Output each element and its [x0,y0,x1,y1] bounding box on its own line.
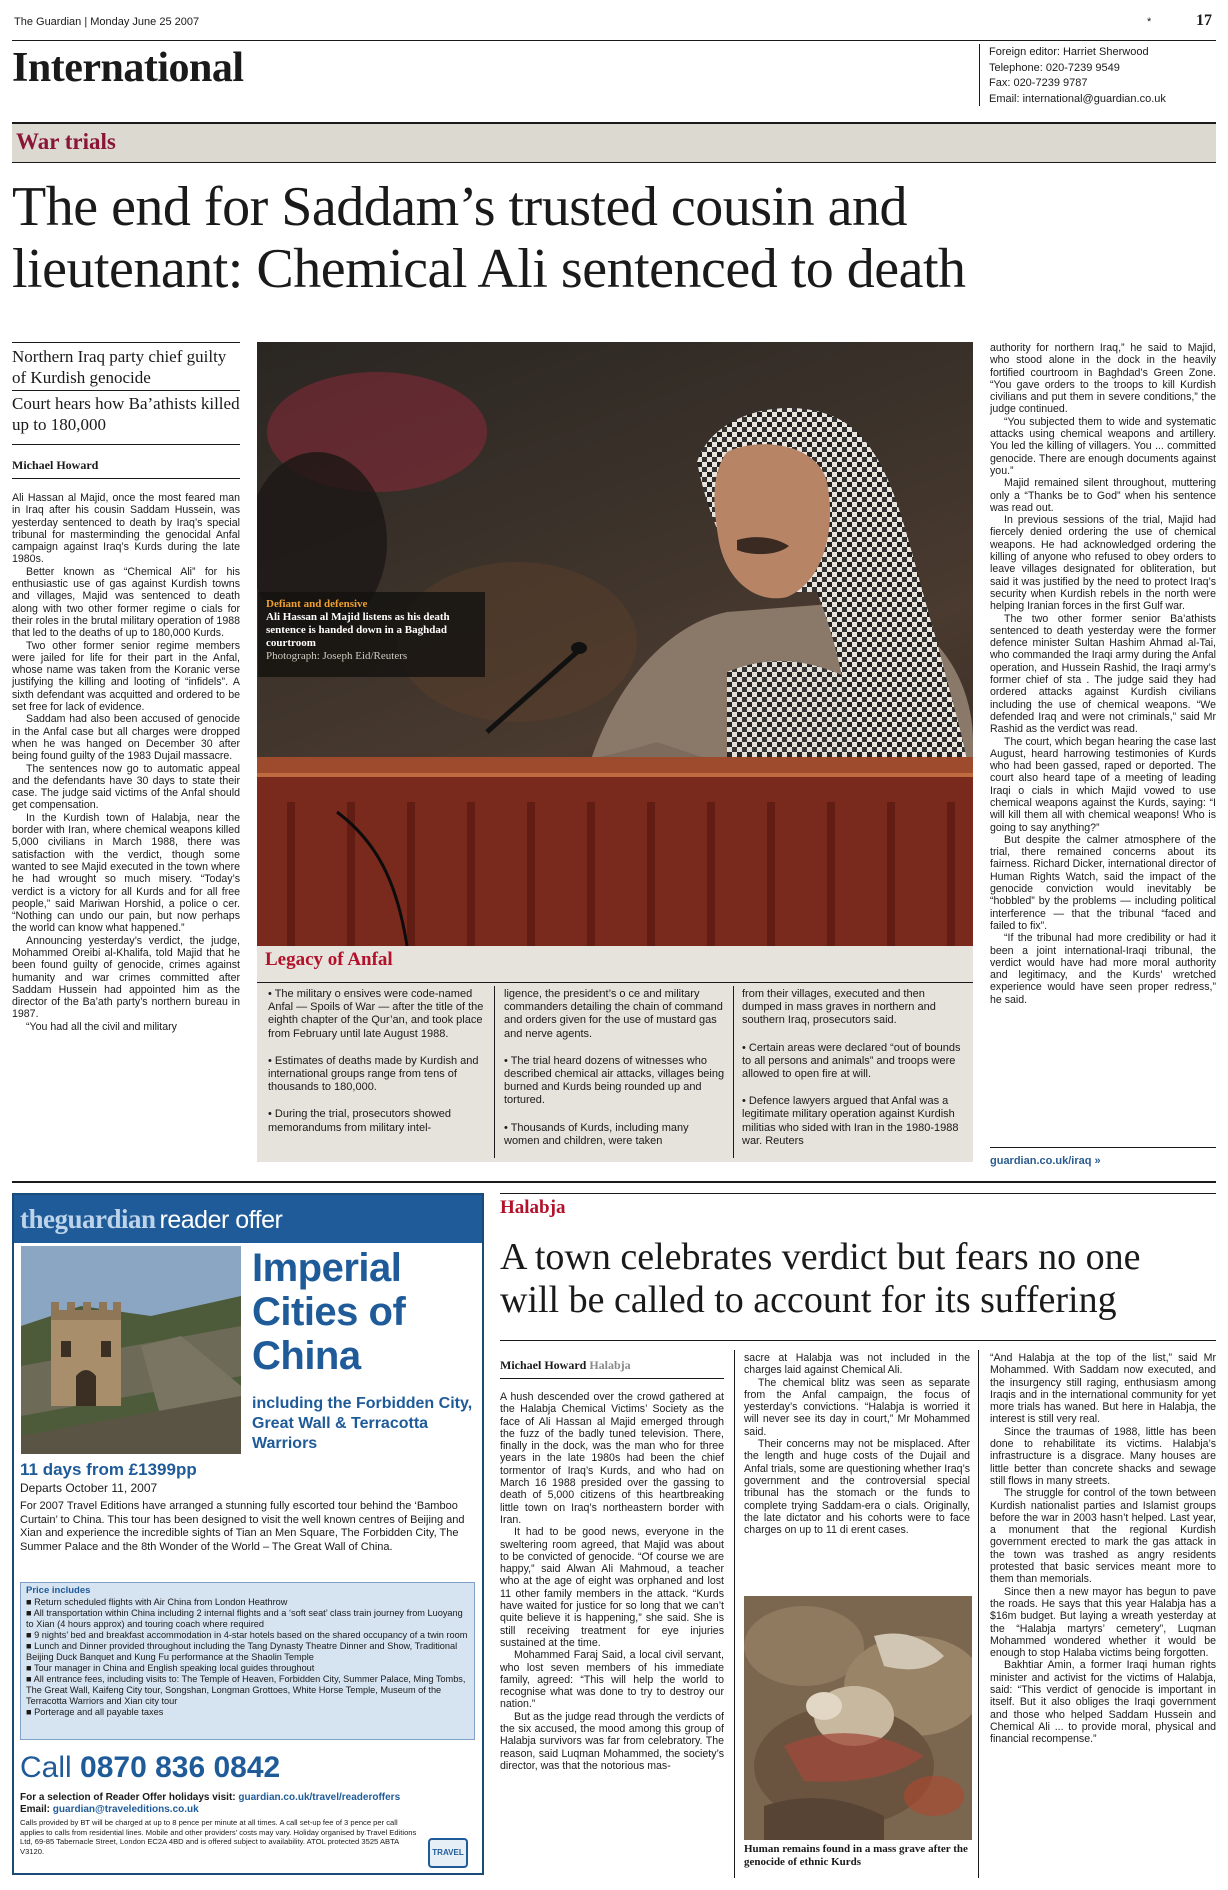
legacy-column-1 [268,988,486,1149]
standfirst-bottom-rule [12,444,240,445]
legacy-bullet: • Estimates of deaths made by Kurdish and international groups range from tens of thousands to 180,000. [268,1054,479,1094]
story2-column-1 [500,1391,724,1772]
kicker-rule [12,162,1216,163]
story2-col3-para: Since the traumas of 1988, little has been done to rehabilitate its victims. Halabja’s infrastructure is a disgrace. Many houses are little better than concrete shacks and sewage still flows in many streets. [990,1425,1216,1487]
offer-brand [20,1202,282,1237]
mass-grave-caption: Human remains found in a mass grave after the genocide of ethnic Kurds [744,1843,968,1868]
story1-col1-para: Saddam had also been accused of genocide in the Anfal case but all charges were dropped when he was hanged on December 30 after being found guilty of the 1983 Dujail massacre. [12,713,240,763]
story2-col-divider-1 [734,1350,735,1878]
story2-column-2 [744,1352,970,1536]
story2-col1-para: But as the judge read through the verdicts of the six accused, the mood among this group of Halabja survivors was far from celebratory. The reason, said Luqman Mohammed, the society’s director, was that the notorious mas- [500,1710,724,1772]
legacy-bullet: ligence, the president’s o ce and military commanders detailing the chain of command and orders given for the use of mustard gas and nerve agents. [504,988,723,1040]
includes-item: ■ All entrance fees, including visits to: The Temple of Heaven, Forbidden City, Summer Palace, Ming Tombs, The Great Wall, Kaifeng City tour, Songshan, Longman Grottoes, White Horse Temple, Museum of the Terracotta Warriors and Xian city tour [26,1674,466,1706]
includes-item: ■ Lunch and Dinner provided throughout including the Tang Dynasty Theatre Dinner and Show, Traditional Beijing Duck Banquet and Kung Fu performance at the Shaolin Temple [26,1641,458,1662]
offer-description: For 2007 Travel Editions have arranged a stunning fully escorted tour behind the ‘Bamboo Curtain’ to China. This tour has been designed to visit the well known centres of Beijing and Xian and experience the incredible sights of Tian an Men Square, The Forbidden City, The Summer Palace and the 8th Wonder of the World – The Great Wall of China. [20,1500,465,1553]
phone-number[interactable]: 0870 836 0842 [80,1751,281,1784]
photo-caption [266,598,480,663]
story1-col1-para: The sentences now go to automatic appeal and the defendants have 30 days to state their case. The judge said victims of the Anfal should get compensation. [12,762,240,812]
story2-col1-para: Mohammed Faraj Said, a local civil servant, who lost seven members of his immediate family, agreed: “This will help the world to recognise what was done to try to destroy our nation.” [500,1649,724,1711]
legacy-divider-2 [733,986,734,1158]
email-line [20,1804,199,1816]
contact-telephone: Telephone: 020-7239 9549 [989,61,1120,74]
headline-line-2: lieutenant: Chemical Ali sentenced to death [12,238,966,300]
story1-col1-para: Ali Hassan al Majid, once the most feared man in Iraq after his cousin Saddam Hussein, was yesterday sentenced to death by Iraq’s special tribunal for masterminding the genocidal Anfal campaign against Iraq’s Kurds during the late 1980s. [12,492,240,566]
story2-col3-para: The struggle for control of the town between Kurdish nationalist parties and Islamist groups before the war in 2003 hasn’t helped. Last year, a monument that the regional Kurdish government erected to mark the gas attack in the town was trashed as angry residents protested that basic services meant more to them than memorials. [990,1487,1216,1586]
offer-departs: Departs October 11, 2007 [20,1481,158,1495]
brand-suffix: reader offer [159,1206,283,1234]
story1-col1-para: “You had all the civil and military [26,1020,177,1033]
contact-block [989,45,1166,107]
story1-right-para: But despite the calmer atmosphere of the trial, there remained concerns about its fairness. Richard Dicker, international director of Human Rights Watch, said the impact of the genocide conviction would inevitably be “hobbled” by the problems — including political interference — that the tribunal “faced and failed to fix”. [990,833,1216,932]
story1-col1-para: Announcing yesterday’s verdict, the judge, Mohammed Oreibi al-Khalifa, told Majid that he been found guilty of genocide, crimes against humanity and war crimes committed after Saddam Hussein had appointed him as the director of the Ba’ath party’s northern bureau in 1987. [12,934,240,1021]
includes-list [26,1597,470,1718]
story1-col1-para: Better known as “Chemical Ali” for his enthusiastic use of gas against Kurdish towns and villages, Majid was sentenced to death along with two other former regime o cials for their roles in the brutal military operation of 1988 that led to the deaths of up to 180,000 Kurds. [12,565,240,640]
offer-title-line-3: China [252,1334,361,1378]
story-divider-rule [12,1181,1216,1183]
dateline: The Guardian | Monday June 25 2007 [14,16,200,28]
offer-subtitle: including the Forbidden City, Great Wall & Terracotta Warriors [252,1395,473,1452]
includes-item: ■ Porterage and all payable taxes [26,1707,164,1717]
story-headline [12,176,966,300]
caption-text: Ali Hassan al Majid listens as his death sentence is handed down in a Baghdad courtroom [266,611,450,649]
story2-col2-para: sacre at Halabja was not included in the charges laid against Chemical Ali. [744,1352,970,1377]
story2-byline-rule [500,1378,724,1379]
standfirst-2: Court hears how Ba’athists killed up to 180,000 [12,394,240,434]
story2-headline [500,1236,1216,1322]
contact-divider [979,44,980,106]
header-rule [12,40,1216,41]
travel-editions-logo [428,1838,468,1868]
legacy-bullet: from their villages, executed and then dumped in mass graves in northern and southern Iraq, prosecutors said. [742,988,936,1027]
byline: Michael Howard [12,458,99,472]
offer-title-line-1: Imperial [252,1246,402,1290]
story1-right-para: “If the tribunal had more credibility or had it been a joint international-Iraqi tribunal, the verdict would have had more moral authority and legitimacy, and the Kurds’ wretched experience would have seen proper redress,” he said. [990,932,1216,1006]
great-wall-photo [21,1246,241,1454]
story2-col1-para: A hush descended over the crowd gathered at the Halabja Chemical Victims’ Society as the face of Ali Hassan al Majid emerged through the fuzz of the badly tuned television. There, finally in the dock, was the man who for three years in the late 1980s had been the chief tormentor of Iraq’s Kurds, and who had on March 16 1988 presided over the gassing to death of 5,000 citizens of this heartbreaking little town on Iraq’s northeastern border with Iran. [500,1391,724,1526]
includes-item: ■ Return scheduled flights with Air China from London Heathrow [26,1597,288,1607]
story2-place: Halabja [589,1358,631,1372]
headline-line-1: The end for Saddam’s trusted cousin and [12,176,907,238]
story2-headline-line-2: will be called to account for its suffering [500,1279,1117,1321]
mass-grave-illustration [744,1596,972,1840]
weblink-rule [990,1147,1216,1148]
story2-col3-para: “And Halabja at the top of the list,” said Mr Mohammed. With Saddam now executed, and the insurgency still raging, enthusiasm among Iraqis and in the international community for yet more trials has waned. But here in Halabja, the interest is still very real. [990,1352,1216,1426]
story1-column-1 [12,492,240,1033]
email-label: Email: [20,1804,51,1815]
visit-url[interactable]: guardian.co.uk/travel/readeroffers [238,1792,401,1803]
standfirst-mid-rule [12,390,240,391]
story2-col-divider-2 [978,1350,979,1878]
includes-item: ■ 9 nights’ bed and breakfast accommodation in 4-star hotels based on the shared occupancy of a twin room [26,1630,468,1640]
logo-text: TRAVEL [432,1848,464,1857]
story1-right-para: The court, which began hearing the case last August, heard harrowing testimonies of Kurds who had been gassed, raped or deported. The court also heard tape of a meeting of leading Iraqi o cials in which Majid vowed to use chemical weapons against the Kurds, saying: “I will kill them all with chemical weapons! Who is going to say anything?” [990,735,1216,834]
story1-col1-para: Two other former senior regime members were jailed for life for their part in the Anfal, whose name was taken from the Koranic verse justifying the killing and looting of “infidels”. A sixth defendant was acquitted and ordered to be set free for lack of evidence. [12,639,240,714]
story2-headline-rule [500,1340,1216,1341]
caption-credit: Photograph: Joseph Eid/Reuters [266,650,408,662]
standfirst-1: Northern Iraq party chief guilty of Kurdish genocide [12,347,227,387]
legacy-column-2 [504,988,726,1162]
story-kicker: War trials [16,129,116,154]
contact-editor: Foreign editor: Harriet Sherwood [989,46,1149,58]
standfirst-top-rule [12,342,240,343]
visit-text: For a selection of Reader Offer holidays visit: [20,1792,236,1803]
story2-col2-para: The chemical blitz was seen as separate from the Anfal campaign, the focus of yesterday’s convictions. “Halabja is worried it will never see its day in court,” Mr Mohammed said. [744,1376,970,1438]
page-number: 17 [1196,12,1212,29]
offer-title [252,1246,477,1378]
email-address[interactable]: guardian@traveleditions.co.uk [52,1804,199,1815]
legacy-bullet: • Certain areas were declared “out of bounds to all persons and animals” and troops were allowed to open fire at will. [742,1041,961,1081]
includes-item: ■ Tour manager in China and English speaking local guides throughout [26,1663,315,1673]
story2-col1-para: It had to be good news, everyone in the sweltering room agreed, that Majid was about to be convicted of genocide. “Of course we are happy,” said Alwan Ali Mahmoud, a teacher who at the age of eight was orphaned and lost 11 other family members in the attack. “Kurds have waited for justice for so long that we can’t quite believe it is happening,” she said. She is still receiving treatment for eye injuries sustained at the time. [500,1526,724,1649]
legacy-bullet: • The military o ensives were code-named Anfal — Spoils of War — after the title of the eighth chapter of the Qur’an, and took place from February until late August 1988. [268,988,484,1040]
story1-right-para: authority for northern Iraq,” he said to Majid, who stood alone in the dock in the heavily fortified courtroom in Baghdad’s Green Zone. “You gave orders to the troops to kill Kurdish civilians and put them in severe conditions,” the judge continued. [990,342,1216,416]
story2-author: Michael Howard [500,1358,587,1372]
page-star: * [1147,16,1152,28]
byline-rule [12,478,240,479]
story1-col1-para: In the Kurdish town of Halabja, near the border with Iran, where chemical weapons killed 5,000 civilians in March 1988, there was satisfaction with the verdict, though some wanted to see Majid executed in the town where he had wrought so much misery. “Today’s verdict is a victory for all Kurds and for all free people,” said Mariwan Horshid, a police o cer. “Nothing can undo our pain, but now perhaps the world can know what happened.” [12,811,240,935]
story2-col3-para: Since then a new mayor has begun to pave the roads. He says that this year Halabja has a $16m budget. But laying a wreath yesterday at the “Halabja martyrs’ cemetery”, Luqman Mohammed wondered whether it would be enough to stop Halaba victims being forgotten. [990,1585,1216,1660]
includes-title: Price includes [26,1585,91,1596]
legacy-bullet: • During the trial, prosecutors showed memorandums from military intel- [268,1108,451,1134]
story1-right-para: The two other former senior Ba’athists sentenced to death yesterday were the former defence minister Sultan Hashim Ahmad al-Tai, who commanded the Iraqi army during the Anfal operation, and Hussein Rashid, the Iraqi army’s former chief of sta . The judge said they had ordered attacks against Kurdish civilians including the use of chemical weapons. “We defended Iraq and were not criminals,” said Mr Rashid as the verdict was read. [990,612,1216,736]
legacy-bullet: • The trial heard dozens of witnesses who described chemical air attacks, villages being burned and Kurds being rounded up and tortured. [504,1054,725,1107]
weblink[interactable]: guardian.co.uk/iraq » [990,1155,1101,1167]
legacy-bullet: • Thousands of Kurds, including many women and children, were taken [504,1121,689,1147]
legacy-bullet: • Defence lawyers argued that Anfal was a legitimate military operation against Kurdish militias who sided with Iran in the 1980-1988 war. Reuters [742,1095,959,1147]
section-title: International [12,45,244,91]
story2-kicker: Halabja [500,1197,566,1218]
story1-right-para: “You subjected them to wide and systematic attacks using chemical weapons and artillery. You led the killing of villagers. You ... committed genocide. There are enough documents against you.” [990,415,1216,477]
mass-grave-photo [744,1596,972,1840]
call-label: Call [20,1751,72,1784]
story1-column-right [990,342,1216,1006]
legacy-rule [257,982,973,983]
brand-logo: theguardian [20,1204,156,1234]
offer-title-line-2: Cities of [252,1290,406,1334]
contact-email[interactable]: Email: international@guardian.co.uk [989,92,1166,105]
story2-top-rule [500,1193,1216,1194]
story2-column-3 [990,1352,1216,1746]
legacy-divider-1 [494,986,495,1158]
visit-line [20,1792,475,1804]
legacy-column-3 [742,988,964,1162]
kicker-band [12,124,1216,162]
story2-col3-para: Bakhtiar Amin, a former Iraqi human rights minister and activist for the victims of Halabja, said: “This verdict of genocide is important in itself. But it also obliges the Iraqi government and those who helped Saddam Hussein and Chemical Ali ... to provide moral, physical and financial recompense.” [990,1659,1216,1746]
story1-right-para: Majid remained silent throughout, muttering only a “Thanks be to God” when his sentence was read out. [990,477,1216,514]
legacy-title: Legacy of Anfal [265,949,393,970]
call-line[interactable] [20,1750,280,1786]
includes-item: ■ All transportation within China including 2 internal flights and a ‘soft seat’ class train journey from Luoyang to Xian (4 hours approx) and touring coach where required [26,1608,463,1629]
story2-byline [500,1358,631,1373]
story2-headline-line-1: A town celebrates verdict but fears no one [500,1236,1141,1278]
story1-right-para: In previous sessions of the trial, Majid had fiercely denied ordering the use of chemical weapons. He had acknowledged ordering the killing of anyone who refused to obey orders to leave villages designated for obliteration, but said it was justified by the need to protect Iraq’s security when Kurdish rebels in the north were helping Iranian forces in the first Gulf war. [990,514,1216,613]
small-print: Calls provided by BT will be charged at up to 8 pence per minute at all times. A call set-up fee of 3 pence per call applies to calls from residential lines. Mobile and other providers’ costs may vary. Holiday organised by Travel Editions Ltd, 69-85 Tabernacle Street, London EC2A 4BD and is offered subject to availability. ATOL protected 3525 ABTA V3120. [20,1818,417,1856]
contact-fax: Fax: 020-7239 9787 [989,77,1088,89]
offer-price: 11 days from £1399pp [20,1460,197,1479]
great-wall-illustration [21,1246,241,1454]
caption-title: Defiant and defensive [266,598,368,610]
story2-col2-para: Their concerns may not be misplaced. After the length and huge costs of the Dujail and Anfal trials, some are questioning whether Iraq’s government and the controversial special tribunal has the stomach or the funds to complete trying Saddam-era o cials. Originally, the late dictator and his cohorts were to face charges on up to 11 di erent cases. [744,1438,970,1537]
